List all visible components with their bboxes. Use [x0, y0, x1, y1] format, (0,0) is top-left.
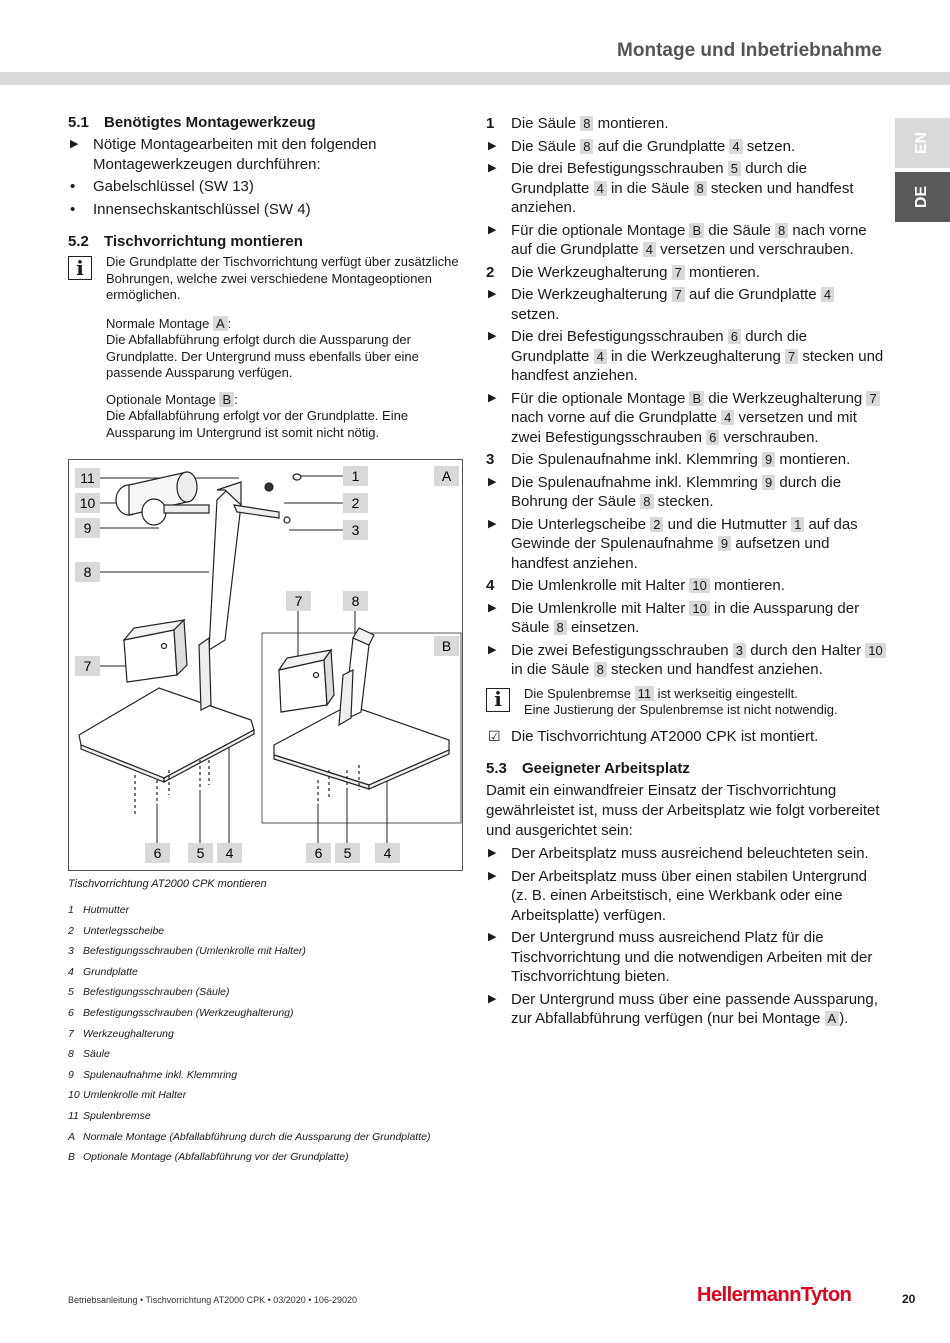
header-bar: [0, 72, 950, 85]
fig-label-2: [343, 493, 368, 513]
svg-text:7: 7: [294, 593, 303, 609]
section-5-2-heading: 5.2 Tischvorrichtung montieren: [68, 233, 303, 250]
svg-text:4: 4: [225, 845, 234, 861]
fig-label-8b: [343, 591, 368, 611]
lang-tab-en[interactable]: EN: [895, 118, 950, 168]
brand-logo: HellermannTyton: [697, 1284, 852, 1306]
tool-item: • Innensechskantschlüssel (SW 4): [70, 200, 311, 218]
footer-text: Betriebsanleitung • Tischvorrichtung AT2000 CPK • 03/2020 • 106-29020: [68, 1295, 357, 1305]
instruction-item: ▶ Nötige Montagearbeiten mit den folgenden Montagewerkzeugen durchführen:: [70, 136, 377, 173]
step-1: 1 Die Säule 8 montieren.: [486, 115, 669, 132]
triangle-bullet-icon: ▶: [488, 391, 497, 404]
svg-text:B: B: [441, 638, 452, 654]
triangle-bullet-icon: ▶: [488, 992, 497, 1005]
section-5-3-heading: 5.3 Geeigneter Arbeitsplatz: [486, 760, 690, 777]
svg-text:11: 11: [80, 470, 95, 486]
svg-text:A: A: [441, 468, 452, 484]
info-icon: i: [486, 688, 510, 712]
triangle-bullet-icon: ▶: [488, 517, 497, 530]
instruction-item: ▶ Der Arbeitsplatz muss über einen stabilen Untergrund (z. B. einen Arbeitstisch, eine Werkbank oder eine Arbeitsplatte) verfügen.: [488, 867, 868, 924]
instruction-item: ▶ Der Untergrund muss über eine passende Aussparung, zur Abfallabführung verfügen (nur bei Montage A ).: [488, 990, 878, 1027]
triangle-bullet-icon: ▶: [488, 223, 497, 236]
fig-label-7b: [286, 591, 311, 611]
fig-label-3: [343, 520, 368, 540]
left-column: [68, 114, 468, 441]
fig-label-8: [75, 562, 100, 582]
step-4: 4 Die Umlenkrolle mit Halter 10 montieren.: [486, 577, 785, 594]
triangle-bullet-icon: ▶: [488, 330, 497, 342]
assembly-figure: [68, 459, 463, 871]
instruction-item: ▶ Die zwei Befestigungsschrauben 3 durch den Halter 10 in die Säule 8 stecken und handfest anziehen.: [486, 641, 886, 680]
legend-item: 5 Befestigungsschrauben (Säule): [68, 986, 230, 999]
triangle-bullet-icon: ▶: [488, 869, 497, 882]
svg-text:6: 6: [153, 845, 162, 861]
info-note: i Die Grundplatte der Tischvorrichtung verfügt über zusätzliche Bohrungen, welche zwei verschiedene Montageoptionen ermöglichen. Normale Montage A : Die Abfallabführung erfolgt durch die Aussparung der Grundplatte. Der Untergrund muss ebenfalls über eine passende Aussparung verfügen. Optionale Montage B : Die Abfallabführung erfolgt vor der Grundplatte. Eine Aussparung im Untergrund ist somit nicht nötig.: [68, 254, 468, 441]
info-note: i Die Spulenbremse 11 ist werkseitig eingestellt. Eine Justierung der Spulenbremse ist nicht notwendig.: [486, 686, 886, 719]
legend-item: 4 Grundplatte: [68, 965, 138, 978]
legend-item: 11 Spulenbremse: [68, 1109, 151, 1122]
triangle-bullet-icon: ▶: [488, 931, 497, 943]
svg-text:2: 2: [351, 495, 360, 511]
fig-label-4b: [375, 843, 400, 863]
svg-text:7: 7: [83, 658, 92, 674]
fig-label-6b: [306, 843, 331, 863]
svg-text:3: 3: [351, 522, 360, 538]
instruction-item: ▶ Der Arbeitsplatz muss ausreichend beleuchteten sein.: [488, 845, 869, 862]
checkbox-checked-icon: ☑: [488, 727, 501, 744]
figure-legend: [68, 903, 468, 1171]
info-icon: i: [68, 256, 92, 280]
step-2: 2 Die Werkzeughalterung 7 montieren.: [486, 263, 760, 281]
step-3: 3 Die Spulenaufnahme inkl. Klemmring 9 montieren.: [486, 451, 851, 468]
svg-text:6: 6: [314, 845, 323, 861]
triangle-bullet-icon: ▶: [488, 288, 497, 300]
legend-item: 7 Werkzeughalterung: [68, 1027, 174, 1040]
instruction-item: ▶ Die Spulenaufnahme inkl. Klemmring 9 durch die Bohrung der Säule 8 stecken.: [488, 473, 842, 510]
svg-text:5: 5: [343, 845, 352, 861]
legend-item: B Optionale Montage (Abfallabführung vor der Grundplatte): [68, 1151, 349, 1164]
legend-item: 9 Spulenaufnahme inkl. Klemmring: [68, 1068, 238, 1081]
svg-text:1: 1: [351, 468, 360, 484]
svg-text:8: 8: [351, 593, 360, 609]
figure-caption: Tischvorrichtung AT2000 CPK montieren: [68, 878, 267, 890]
fig-label-B: [434, 636, 459, 656]
fig-label-6: [145, 843, 170, 863]
fig-label-7: [75, 656, 100, 676]
instruction-item: ▶ Die drei Befestigungsschrauben 6 durch die Grundplatte 4 in die Werkzeughalterung 7 stecken und handfest anziehen.: [488, 328, 884, 384]
svg-text:8: 8: [83, 564, 92, 580]
section-5-1-heading: 5.1 Benötigtes Montagewerkzeug: [68, 114, 316, 131]
triangle-bullet-icon: ▶: [488, 139, 497, 152]
svg-text:4: 4: [383, 845, 392, 861]
instruction-item: ▶ Die Säule 8 auf die Grundplatte 4 setzen.: [488, 137, 796, 155]
svg-text:10: 10: [79, 495, 96, 511]
page-number: 20: [902, 1292, 916, 1306]
triangle-bullet-icon: ▶: [488, 475, 497, 488]
instruction-item: ▶ Für die optionale Montage B die Säule 8 nach vorne auf die Grundplatte 4 versetzen und verschrauben.: [488, 221, 867, 258]
result-item: ☑ Die Tischvorrichtung AT2000 CPK ist montiert.: [488, 727, 819, 745]
fig-label-A: [434, 466, 459, 486]
section-5-3-intro: Damit ein einwandfreier Einsatz der Tischvorrichtung gewährleistet ist, muss der Arbeitsplatz wie folgt vorbereitet und ausgerichtet sein:: [486, 782, 880, 839]
right-column: [486, 114, 886, 1032]
page-header-title: Montage und Inbetriebnahme: [617, 40, 882, 61]
fig-label-4: [217, 843, 242, 863]
legend-item: 8 Säule: [68, 1048, 110, 1061]
legend-item: 2 Unterlegsscheibe: [68, 924, 165, 937]
fig-label-5b: [335, 843, 360, 863]
triangle-bullet-icon: ▶: [70, 138, 79, 150]
instruction-item: ▶ Die drei Befestigungsschrauben 5 durch die Grundplatte 4 in die Säule 8 stecken und handfest anziehen.: [488, 160, 854, 216]
tool-item: • Gabelschlüssel (SW 13): [70, 178, 254, 195]
instruction-item: ▶ Die Umlenkrolle mit Halter 10 in die Aussparung der Säule 8 einsetzen.: [488, 599, 860, 636]
legend-item: 3 Befestigungsschrauben (Umlenkrolle mit Halter): [68, 945, 306, 958]
fig-label-9: [75, 518, 100, 538]
triangle-bullet-icon: ▶: [488, 601, 497, 614]
svg-text:5: 5: [196, 845, 205, 861]
fig-label-1: [343, 466, 368, 486]
legend-item: 10 Umlenkrolle mit Halter: [68, 1089, 187, 1102]
svg-text:9: 9: [83, 520, 92, 536]
fig-label-10: [75, 493, 100, 513]
instruction-item: ▶ Für die optionale Montage B die Werkzeughalterung 7 nach vorne auf die Grundplatte 4 versetzen und mit zwei Befestigungsschrauben 6 verschrauben.: [486, 389, 886, 448]
legend-item: 1 Hutmutter: [68, 904, 130, 916]
fig-label-5: [188, 843, 213, 863]
lang-tab-de[interactable]: DE: [895, 172, 950, 222]
triangle-bullet-icon: ▶: [488, 162, 497, 174]
instruction-item: ▶ Der Untergrund muss ausreichend Platz für die Tischvorrichtung und die notwendigen Arbeiten mit der Tischvorrichtung bieten.: [488, 929, 873, 985]
instruction-item: ▶ Die Unterlegscheibe 2 und die Hutmutter 1 auf das Gewinde der Spulenaufnahme 9 aufsetzen und handfest anziehen.: [488, 515, 858, 572]
fig-label-11: [75, 468, 100, 488]
legend-item: A Normale Montage (Abfallabführung durch die Aussparung der Grundplatte): [68, 1130, 431, 1143]
triangle-bullet-icon: ▶: [488, 643, 497, 656]
legend-item: 6 Befestigungsschrauben (Werkzeughalterung): [68, 1006, 294, 1019]
triangle-bullet-icon: ▶: [488, 847, 497, 859]
instruction-item: ▶ Die Werkzeughalterung 7 auf die Grundplatte 4 setzen.: [486, 285, 886, 324]
